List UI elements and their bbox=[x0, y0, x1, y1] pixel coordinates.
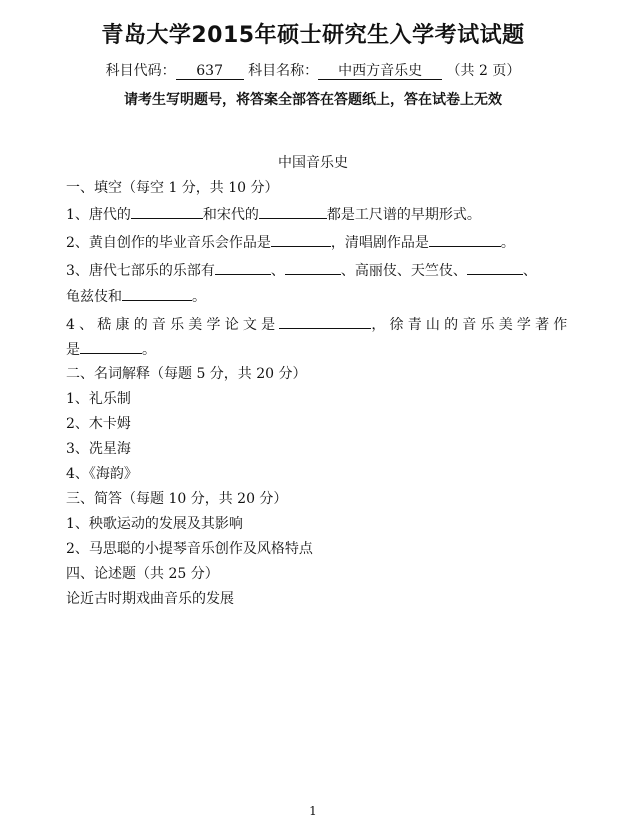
section3-heading: 三、简答（每题 10 分，共 20 分） bbox=[66, 491, 288, 507]
answer-blank bbox=[80, 339, 142, 354]
term-item: 2、木卡姆 bbox=[66, 416, 131, 432]
q4-text-a: 4、嵇康的音乐美学论文是 bbox=[66, 317, 280, 333]
subject-info-line bbox=[0, 60, 626, 80]
q2-text-c: 。 bbox=[500, 235, 515, 251]
exam-title: 青岛大学2015年硕士研究生入学考试试题 bbox=[101, 23, 525, 48]
essay-item: 论近古时期戏曲音乐的发展 bbox=[66, 591, 234, 607]
answer-blank bbox=[259, 204, 327, 219]
name-label: 科目名称： bbox=[248, 63, 319, 79]
q3-text-a: 3、唐代七部乐的乐部有 bbox=[66, 263, 215, 279]
q3b-text-b: 。 bbox=[192, 289, 206, 305]
q4-text-b: ，徐青山的音乐美学著作 bbox=[371, 317, 572, 333]
section2-heading: 二、名词解释（每题 5 分，共 20 分） bbox=[66, 366, 307, 382]
page-number: 1 bbox=[309, 804, 317, 818]
answer-blank bbox=[429, 232, 501, 247]
answer-blank bbox=[467, 260, 523, 275]
answer-blank bbox=[271, 232, 331, 247]
question-1-4 bbox=[66, 314, 572, 335]
term-item: 4、《海韵》 bbox=[66, 466, 138, 482]
pages-note: （共 2 页） bbox=[446, 63, 521, 79]
short-answer-item: 1、秧歌运动的发展及其影响 bbox=[66, 516, 243, 532]
short-answer-item: 2、马思聪的小提琴音乐创作及风格特点 bbox=[66, 541, 313, 557]
answer-blank bbox=[279, 314, 371, 329]
code-value: 637 bbox=[176, 63, 244, 80]
question-1-3 bbox=[66, 260, 537, 281]
q2-text-a: 2、黄自创作的毕业音乐会作品是 bbox=[66, 235, 271, 251]
term-item: 3、冼星海 bbox=[66, 441, 131, 457]
q4b-text-b: 。 bbox=[142, 342, 156, 358]
q3-text-c: 、 bbox=[340, 263, 355, 279]
code-label: 科目代码： bbox=[105, 63, 176, 79]
section1-heading: 一、填空（每空 1 分，共 10 分） bbox=[66, 180, 279, 196]
section4-heading: 四、论述题（共 25 分） bbox=[66, 566, 219, 582]
name-value: 中西方音乐史 bbox=[318, 63, 442, 80]
question-1-2 bbox=[66, 232, 515, 253]
q3-text-b: 、 bbox=[270, 263, 285, 279]
answer-blank bbox=[285, 260, 341, 275]
answer-blank bbox=[131, 204, 203, 219]
answer-blank bbox=[122, 286, 192, 301]
term-item: 1、礼乐制 bbox=[66, 391, 131, 407]
question-1-4-cont bbox=[66, 339, 156, 360]
q3b-text-a: 龟兹伎和 bbox=[66, 289, 122, 305]
q3-text-d: 高丽伎、天竺伎、 bbox=[354, 263, 467, 279]
question-1-3-cont bbox=[66, 286, 206, 307]
question-1-1 bbox=[66, 204, 481, 225]
exam-notice: 请考生写明题号，将答案全部答在答题纸上，答在试卷上无效 bbox=[124, 92, 502, 108]
q4b-text-a: 是 bbox=[66, 342, 80, 358]
q1-text-b: 和宋代的 bbox=[202, 207, 259, 223]
q2-text-b: ，清唱剧作品是 bbox=[330, 235, 429, 251]
answer-blank bbox=[215, 260, 271, 275]
q3-text-e: 、 bbox=[522, 263, 537, 279]
q1-text-a: 1、唐代的 bbox=[66, 207, 131, 223]
subject-heading: 中国音乐史 bbox=[278, 155, 348, 171]
q1-text-c: 都是工尺谱的早期形式。 bbox=[326, 207, 481, 223]
